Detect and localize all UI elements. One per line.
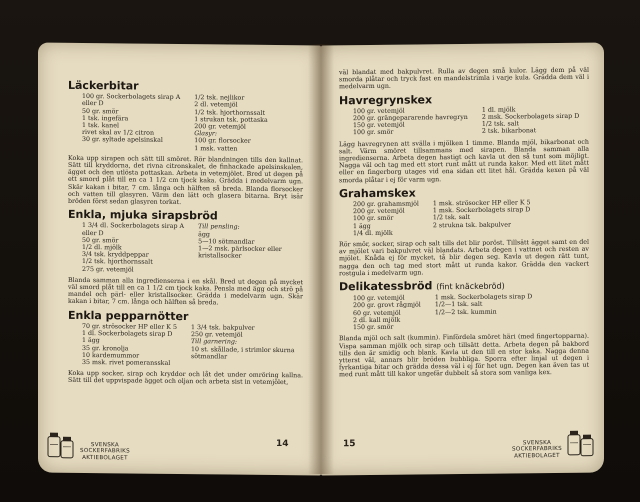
ingredient: 200 gr. vetemjöl	[353, 207, 405, 216]
right-page-content	[339, 65, 589, 385]
ingredient: 275 gr. vetemjöl	[82, 265, 134, 274]
ingredient: 100 gr. Sockerbolagets sirap A	[82, 93, 181, 102]
ingredient-column-2	[433, 199, 531, 236]
ingredient: 1/2 tsk. nejlikor	[194, 94, 245, 102]
ingredient: 200 gr. grahamsmjöl	[353, 200, 419, 209]
ingredient: 1 msk. vatten	[194, 144, 238, 153]
ingredient: 1 tsk. kanel	[82, 121, 119, 130]
ingredient: 10 st. skållade, i strimlor skurna	[190, 345, 295, 354]
ingredient-subheading: Glasyr:	[194, 130, 217, 138]
ingredient: 2 dl. kall mjölk	[353, 316, 401, 325]
ingredient: 50 gr. smör	[82, 107, 119, 115]
left-page-content	[68, 79, 303, 393]
logo-line: SVENSKA	[522, 439, 552, 446]
recipe-grahamskex	[339, 188, 589, 278]
sugar-jars-icon	[566, 423, 596, 459]
ingredient-column-2	[482, 106, 579, 136]
page-number: 14	[276, 439, 289, 450]
publisher-logo	[46, 425, 130, 462]
publisher-name	[80, 441, 130, 461]
ingredient: 1 3/4 dl. Sockerbolagets sirap A	[82, 222, 185, 231]
ingredient-column-2	[194, 94, 267, 152]
ingredient: 200 gr. vetemjöl	[194, 123, 246, 131]
ingredient: sötmandlar	[190, 352, 228, 361]
left-page	[38, 43, 321, 476]
logo-line: AKTIEBOLAGET	[514, 452, 560, 459]
logo-line: SVENSKA	[90, 441, 120, 448]
ingredient-column-2	[435, 294, 532, 331]
ingredient-column-1	[353, 295, 421, 332]
ingredient: 100 gr. vetemjöl	[353, 294, 405, 303]
ingredient: 1 msk. strösocker HP eller K 5	[432, 199, 531, 208]
right-page	[321, 43, 604, 476]
recipe-lackerbitar	[68, 78, 303, 208]
ingredient: 2 dl. vetemjöl	[194, 101, 238, 110]
ingredient-list	[353, 105, 589, 136]
ingredient-column-1	[353, 107, 468, 137]
ingredient-list	[82, 323, 303, 369]
ingredient: 100 gr. florsocker	[194, 137, 251, 146]
ingredient: eller D	[82, 229, 104, 237]
recipe-title: Läckerbitar	[68, 78, 139, 93]
ingredient: eller D	[82, 100, 104, 108]
ingredient-column-1	[82, 222, 184, 273]
ingredient: 150 gr. smör	[353, 323, 394, 332]
ingredient: 1 ägg	[353, 222, 371, 230]
recipe-title: Havregrynskex	[339, 92, 433, 107]
recipe-havregrynskex	[339, 94, 589, 184]
recipe-instructions: Blanda samman alla ingredienserna i en skål. Bred ut degen på mycket väl smord plåt till en ca 1 1/2 cm tjock kaka. Pensla med ägg och strö på mandel och pärl- eller kristallsocker. Grädda i medelvarm ugn. Skär kakan i bitar, 7 cm. långa och hälften så breda.	[68, 276, 303, 307]
ingredient: 1/2—1 tsk. salt	[434, 301, 483, 309]
ingredient: 150 gr. vetemjöl	[353, 121, 405, 130]
ingredient: 2 tsk. bikarbonat	[481, 127, 537, 136]
ingredient: 1 msk. Sockerbolagets sirap D	[432, 206, 531, 215]
ingredient-column-2	[191, 324, 295, 368]
publisher-logo	[512, 423, 596, 460]
ingredient: 100 gr. vetemjöl	[353, 107, 405, 115]
ingredient-column-1	[353, 201, 419, 238]
ingredient: 2 msk. Sockerbolagets sirap D	[481, 112, 580, 121]
ingredient: 1 ägg	[82, 337, 100, 345]
ingredient-subheading: Till garnering:	[190, 338, 238, 346]
ingredient: 100 gr. smör	[353, 215, 394, 223]
page-number: 15	[343, 439, 356, 450]
recipe-instructions: Rör smör, socker, sirap och salt tills det blir poröst. Tillsätt ägget samt en del av mjölet vari bakpulvret väl blandats. Arbeta degen i vattnet och resten av mjölet. Knåda ej för mycket, tå blir degen seg. Kavla ut degen rätt tunt, nagga den och tag med stort mått ut runda kakor. Grädda den vackert rostgula i medelvarm ugn.	[339, 238, 589, 278]
book-spine-shadow	[308, 44, 334, 474]
ingredient-list	[82, 222, 303, 275]
logo-line: SOCKERFABRIKS	[512, 445, 562, 453]
ingredient-subheading: Till pensling:	[198, 223, 240, 232]
ingredient: 3/4 tsk. kryddpeppar	[82, 251, 149, 259]
ingredient: 1/2 tsk. hjorthornssalt	[82, 258, 153, 267]
ingredient: 250 gr. vetemjöl	[190, 331, 243, 339]
ingredient: 1 tsk. ingefära	[82, 114, 129, 123]
ingredient-column-1	[82, 323, 177, 367]
recipe-title-row	[339, 281, 589, 292]
publisher-name	[512, 439, 562, 459]
ingredient: 60 gr. vetemjöl	[353, 309, 401, 317]
ingredient: 1/2 tsk. salt	[481, 120, 520, 129]
ingredient: rivet skal av 1/2 citron	[82, 129, 155, 137]
ingredient: 1 strukan tsk. pottaska	[194, 115, 268, 124]
ingredient: 5—10 sötmandlar	[198, 238, 255, 246]
recipe-enkla-pepparnotter	[68, 308, 303, 387]
recipe-instructions: Koka upp sirapen och sätt till smöret. Rör blandningen tills den kallnat. Sätt till kryddorna, det rivna citronskalet, de finhackade apelsinskalen, ägget och den utlösta pottaskan. Arbeta in vetemjölet. Bred ut degen på ett smord plåt till en ca 1 1/2 cm tjock kaka. Grädda i medelvarm ugn. Skär kakan i bitar, 7 cm. långa och hälften så breda. Blanda florsocker och vatten till glasyren. Värm den lätt och glasera bitarna. Bryt isär bröden först sedan glasyren torkat.	[68, 154, 303, 207]
ingredient: 1 3/4 tsk. bakpulver	[190, 324, 255, 332]
ingredient: 70 gr. strösocker HP eller K 5	[82, 322, 177, 331]
ingredient: 200 gr. grovt rågmjöl	[353, 301, 421, 310]
ingredient: 35 msk. rivet pomeransskal	[82, 358, 171, 367]
ingredient-list	[353, 199, 589, 237]
recipe-instructions: Koka upp socker, sirap och kryddor och låt det under omröring kallna. Sätt till det uppvispade ägget och oljan och arbeta sist in vetemjölet,	[68, 369, 303, 387]
sugar-jars-icon	[46, 425, 76, 461]
ingredient-list	[82, 93, 303, 153]
recipe-title: Enkla pepparnötter	[68, 308, 189, 323]
logo-line: AKTIEBOLAGET	[82, 454, 128, 461]
ingredient: 1/2 tsk. salt	[432, 214, 471, 222]
ingredient: 1 dl. Sockerbolagets sirap D	[82, 330, 173, 339]
recipe-title: Delikatessbröd	[339, 279, 433, 294]
recipe-instructions: Blanda mjöl och salt (kummin). Finfördela smöret häri (med fingertopparna). Vispa samman mjölk och sirap och tillsätt detta. Arbeta degen på bakbord tills den är smidig och blank. Kavla ut den till en stor kaka. Nagga denna ytterst väl, annars blir bröden bubbliga. Sporra efter linjal ut degen i fyrkantiga bitar och grädda dessa väl i ej för het ugn. Degen kan även tas ut med runt mått till kakor ungefär dubbelt så stora som vanliga kex.	[339, 332, 589, 379]
ingredient: kristallsocker	[198, 252, 242, 260]
recipe-instructions: Lägg havregrynen att svälla i mjölken 1 timme. Blanda mjöl, bikarbonat och salt. Värm smöret tillsammans med sirapen. Blanda samman alla ingredienserna. Arbeta degen hastigt och kavla ut den så tunt som möjligt. Nagga väl och tag med ett stort runt mått ut runda kakor. Med ett litet mått eller en fingerborg utages vid ena sidan ett litet hål. Grädda kexen på väl smorda plåtar i ej för varm ugn.	[339, 138, 589, 184]
ingredient: 1/2 dl. mjölk	[82, 244, 122, 252]
ingredient: 10 kardemummor	[82, 351, 140, 360]
ingredient: 1/2—2 tsk. kummin	[434, 308, 497, 316]
ingredient: 1—2 msk. pärlsocker eller	[198, 245, 282, 254]
ingredient: 100 gr. smör	[353, 129, 394, 137]
recipe-subtitle: (fint knäckebröd)	[436, 281, 505, 292]
recipe-title: Grahamskex	[339, 186, 416, 201]
logo-line: SOCKERFABRIKS	[80, 447, 130, 455]
ingredient: 1 dl. mjölk	[481, 106, 516, 114]
ingredient: ägg	[198, 230, 210, 238]
ingredient: 30 gr. syltade apelsinskal	[82, 136, 163, 145]
recipe-title: Enkla, mjuka sirapsbröd	[68, 208, 218, 223]
ingredient: 35 gr. kronolja	[82, 344, 129, 352]
ingredient: 2 strukna tsk. bakpulver	[432, 221, 511, 229]
ingredient-column-1	[82, 93, 180, 152]
ingredient: 1/2 tsk. hjorthornssalt	[194, 108, 265, 117]
continued-instructions: väl blandat med bakpulvret. Rulla av degen små kulor. Lägg dem på väl smorda plåtar och tryck fast en mandelstrimla i varje kula. Grädda dem väl i medelvarm ugn.	[339, 66, 589, 91]
ingredient: 1/4 dl. mjölk	[353, 229, 393, 238]
ingredient: 200 gr. grängepararende havregryn	[353, 113, 468, 123]
recipe-delikatessbrod	[339, 281, 589, 379]
open-booklet	[38, 44, 604, 474]
recipe-enkla-mjuka-sirapsbrod	[68, 208, 303, 308]
ingredient-column-2	[198, 224, 282, 275]
ingredient: 50 gr. smör	[82, 236, 119, 245]
ingredient: 1 msk. Sockerbolagets sirap D	[434, 293, 533, 302]
ingredient-list	[353, 293, 589, 331]
